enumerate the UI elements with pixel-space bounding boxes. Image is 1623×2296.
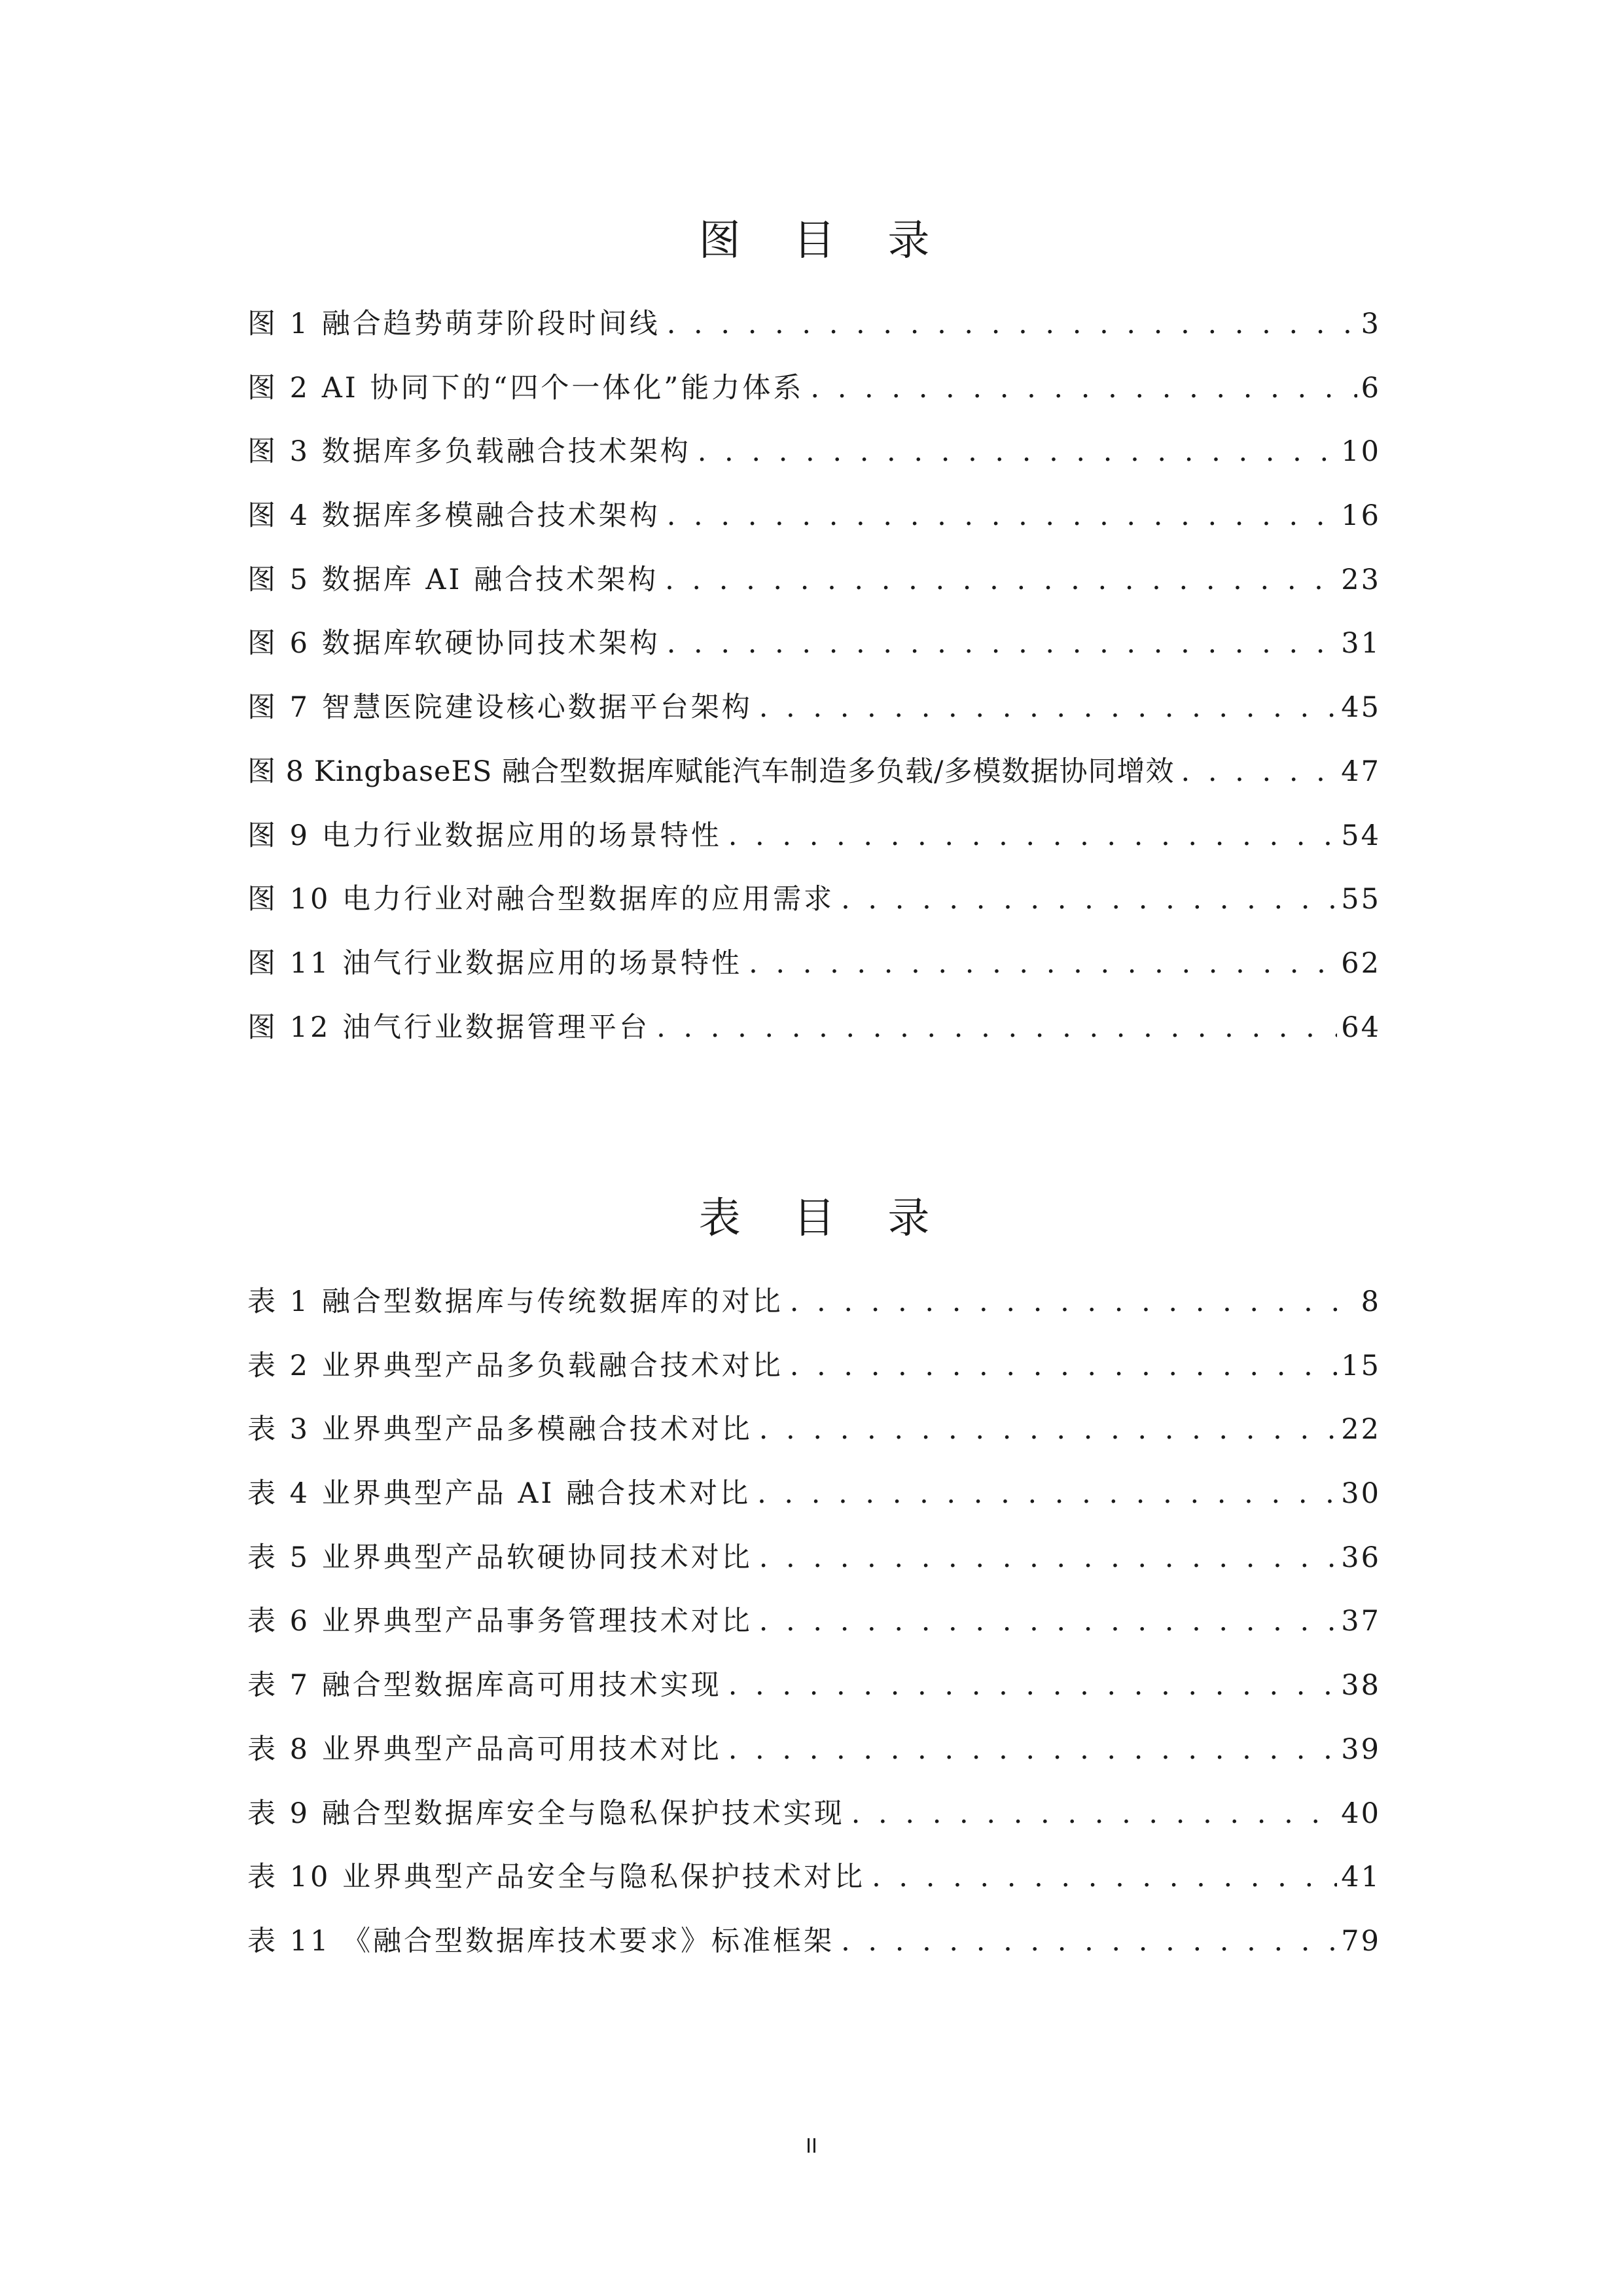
toc-dot-leader (759, 685, 1338, 730)
toc-entry-page: 54 (1341, 819, 1381, 852)
toc-entry-label: 表 4 业界典型产品 AI 融合技术对比 (247, 1477, 751, 1511)
toc-entry-figure-11[interactable] (247, 941, 1381, 1005)
toc-entry-label: 表 1 融合型数据库与传统数据库的对比 (247, 1285, 783, 1318)
toc-dot-leader (728, 813, 1338, 859)
toc-dot-leader (790, 1343, 1338, 1389)
toc-dot-leader (790, 1279, 1357, 1325)
toc-entry-figure-9[interactable] (247, 813, 1381, 877)
toc-entry-page: 30 (1341, 1477, 1381, 1511)
toc-entry-label: 图 3 数据库多负载融合技术架构 (247, 435, 691, 469)
toc-entry-table-4[interactable] (247, 1471, 1381, 1535)
toc-dot-leader (872, 1854, 1337, 1900)
toc-entry-page: 15 (1341, 1349, 1381, 1382)
toc-dot-leader (667, 620, 1338, 666)
toc-dot-leader (698, 429, 1338, 475)
toc-dot-leader (841, 1918, 1337, 1964)
toc-entry-label: 图 6 数据库软硬协同技术架构 (247, 627, 660, 660)
toc-entry-label: 表 8 业界典型产品高可用技术对比 (247, 1732, 722, 1766)
toc-dot-leader (841, 876, 1337, 922)
toc-entry-page: 31 (1341, 627, 1381, 660)
toc-dot-leader (656, 1005, 1337, 1050)
toc-entry-table-6[interactable] (247, 1598, 1381, 1662)
toc-entry-page: 79 (1341, 1924, 1381, 1958)
toc-entry-table-5[interactable] (247, 1535, 1381, 1599)
toc-dot-leader (759, 1407, 1338, 1452)
toc-entry-page: 41 (1341, 1861, 1381, 1894)
toc-entry-table-11[interactable] (247, 1918, 1381, 1982)
toc-entry-table-8[interactable] (247, 1727, 1381, 1791)
toc-dot-leader (667, 493, 1338, 539)
toc-entry-table-10[interactable] (247, 1854, 1381, 1918)
toc-entry-figure-3[interactable] (247, 429, 1381, 493)
toc-entry-figure-5[interactable] (247, 557, 1381, 621)
toc-entry-figure-6[interactable] (247, 620, 1381, 685)
toc-entry-figure-8[interactable] (247, 749, 1381, 813)
toc-entry-page: 45 (1341, 691, 1381, 725)
toc-entry-page: 47 (1341, 755, 1381, 788)
toc-entry-label: 表 2 业界典型产品多负载融合技术对比 (247, 1349, 783, 1382)
toc-entry-label: 表 6 业界典型产品事务管理技术对比 (247, 1605, 753, 1638)
toc-entry-page: 37 (1341, 1605, 1381, 1638)
toc-dot-leader (728, 1662, 1338, 1708)
toc-entry-page: 55 (1341, 883, 1381, 916)
toc-entry-page: 39 (1341, 1732, 1381, 1766)
toc-dot-leader (665, 557, 1337, 603)
toc-entry-figure-12[interactable] (247, 1005, 1381, 1069)
toc-entry-label: 表 10 业界典型产品安全与隐私保护技术对比 (247, 1861, 866, 1894)
toc-dot-leader (667, 301, 1357, 347)
toc-entry-figure-1[interactable] (247, 301, 1381, 365)
toc-entry-label: 图 12 油气行业数据管理平台 (247, 1011, 651, 1044)
toc-entry-page: 16 (1341, 499, 1381, 533)
toc-entry-page: 64 (1341, 1011, 1381, 1044)
toc-entry-label: 图 11 油气行业数据应用的场景特性 (247, 946, 743, 980)
toc-dot-leader (759, 1598, 1338, 1644)
toc-dot-leader (757, 1471, 1337, 1516)
toc-dot-leader (728, 1727, 1338, 1772)
toc-entry-label: 表 5 业界典型产品软硬协同技术对比 (247, 1541, 753, 1574)
toc-entry-table-1[interactable] (247, 1279, 1381, 1343)
toc-dot-leader (810, 365, 1357, 411)
toc-entry-page: 6 (1361, 371, 1381, 404)
toc-entry-label: 表 7 融合型数据库高可用技术实现 (247, 1669, 722, 1702)
page-number: II (806, 2135, 817, 2158)
figure-list (247, 301, 1381, 1068)
toc-entry-label: 表 11 《融合型数据库技术要求》标准框架 (247, 1924, 835, 1958)
toc-entry-label: 图 4 数据库多模融合技术架构 (247, 499, 660, 533)
toc-entry-label: 图 10 电力行业对融合型数据库的应用需求 (247, 883, 835, 916)
toc-entry-label: 图 8 KingbaseES 融合型数据库赋能汽车制造多负载/多模数据协同增效 (247, 755, 1175, 788)
toc-entry-label: 表 3 业界典型产品多模融合技术对比 (247, 1413, 753, 1446)
toc-entry-page: 8 (1361, 1285, 1381, 1318)
table-list-section (247, 1186, 1381, 1982)
toc-entry-figure-4[interactable] (247, 493, 1381, 557)
toc-entry-table-3[interactable] (247, 1407, 1381, 1471)
toc-entry-label: 图 2 AI 协同下的“四个一体化”能力体系 (247, 371, 804, 404)
toc-entry-label: 图 7 智慧医院建设核心数据平台架构 (247, 691, 753, 725)
toc-entry-label: 图 1 融合趋势萌芽阶段时间线 (247, 308, 660, 340)
toc-entry-label: 表 9 融合型数据库安全与隐私保护技术实现 (247, 1797, 845, 1830)
figure-list-title: 图 目 录 (698, 217, 950, 265)
toc-dot-leader (759, 1535, 1338, 1581)
toc-dot-leader (851, 1791, 1338, 1837)
toc-entry-label: 图 5 数据库 AI 融合技术架构 (247, 563, 659, 596)
toc-entry-page: 40 (1341, 1797, 1381, 1830)
toc-entry-page: 22 (1341, 1413, 1381, 1446)
toc-entry-table-2[interactable] (247, 1343, 1381, 1407)
toc-dot-leader (1181, 749, 1337, 795)
toc-entry-label: 图 9 电力行业数据应用的场景特性 (247, 819, 722, 852)
toc-entry-page: 36 (1341, 1541, 1381, 1574)
toc-entry-table-9[interactable] (247, 1791, 1381, 1855)
toc-entry-page: 3 (1361, 308, 1381, 340)
toc-dot-leader (749, 941, 1337, 986)
figure-list-section (247, 208, 1381, 1068)
table-list (247, 1279, 1381, 1982)
toc-entry-page: 62 (1341, 946, 1381, 980)
table-list-title: 表 目 录 (698, 1194, 950, 1243)
toc-entry-figure-10[interactable] (247, 876, 1381, 941)
toc-entry-figure-7[interactable] (247, 685, 1381, 749)
toc-entry-page: 23 (1341, 563, 1381, 596)
toc-entry-page: 10 (1341, 435, 1381, 469)
toc-entry-page: 38 (1341, 1669, 1381, 1702)
toc-entry-table-7[interactable] (247, 1662, 1381, 1727)
toc-entry-figure-2[interactable] (247, 365, 1381, 429)
